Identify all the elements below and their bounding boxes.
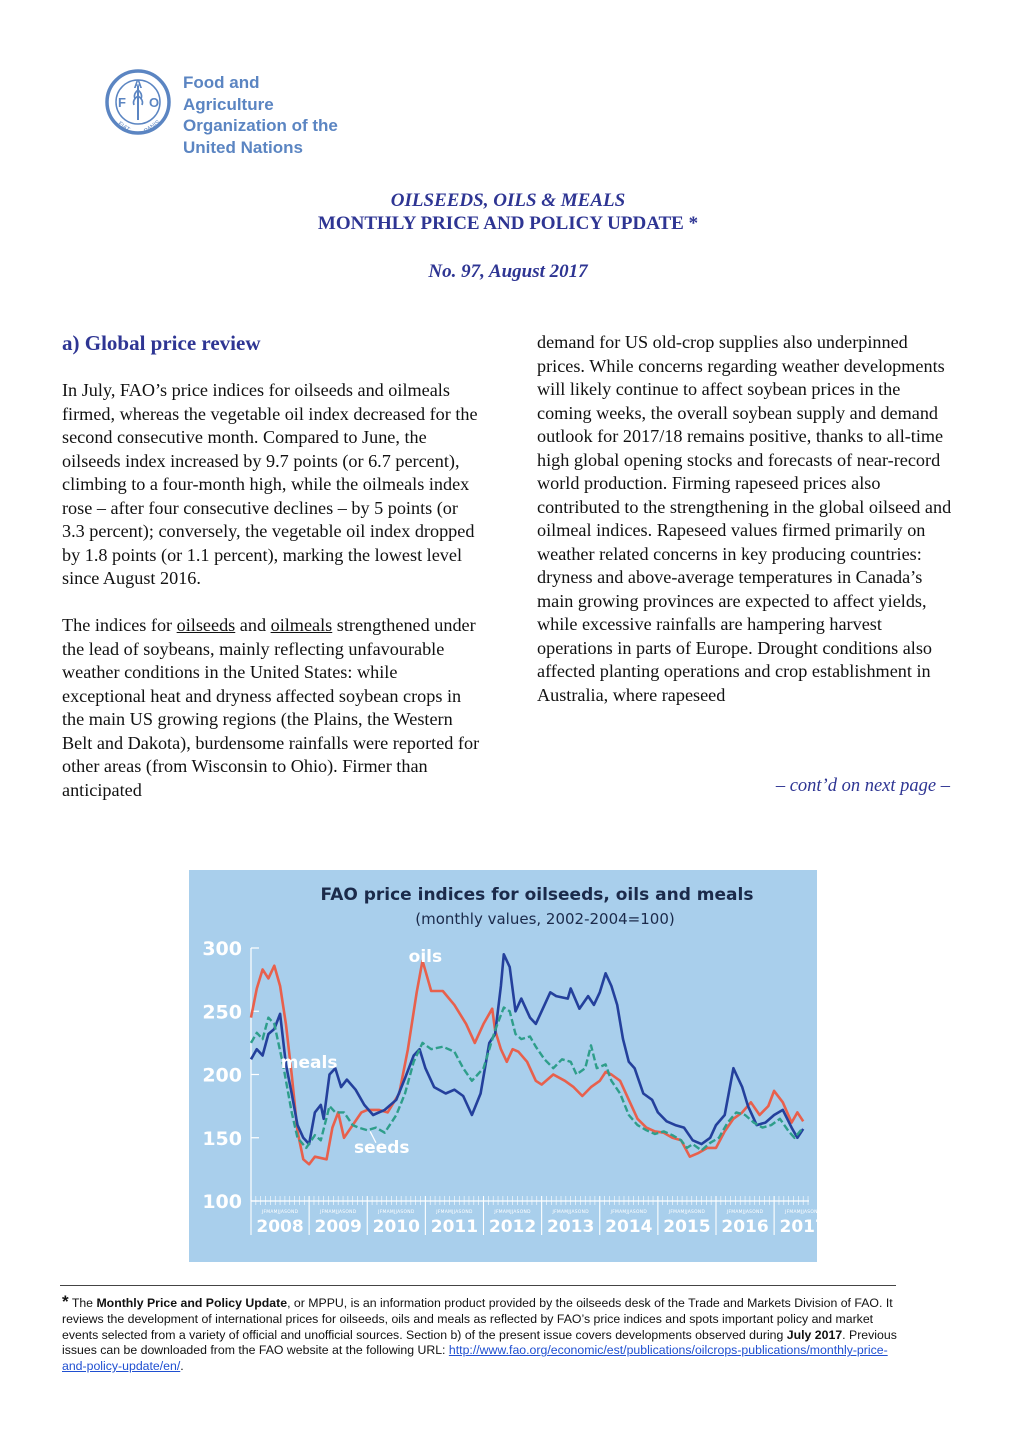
oilmeals-link[interactable]: oilmeals — [270, 615, 333, 635]
footnote-bold-1: Monthly Price and Policy Update — [96, 1296, 288, 1310]
month-tick-labels: JFMAMJJASOND — [494, 1210, 531, 1215]
emblem-letter-f: F — [118, 95, 126, 110]
section-heading: a) Global price review — [62, 331, 261, 355]
month-tick-labels: JFMAMJJASOND — [261, 1210, 299, 1215]
year-label: 2012 — [488, 1217, 537, 1237]
footnote-bold-2: July 2017 — [786, 1327, 843, 1342]
series-label-oils: oils — [408, 946, 443, 967]
footnote — [62, 1292, 907, 1375]
month-tick-labels: JFMAMJJASOND — [668, 1210, 706, 1215]
year-label: 2014 — [605, 1217, 653, 1237]
org-name-line-1: Food and Agriculture — [183, 73, 274, 114]
month-tick-labels: JFMAMJJASOND — [436, 1210, 473, 1215]
year-label: 2009 — [314, 1217, 362, 1237]
continued-note: – cont’d on next page – — [775, 776, 950, 796]
footnote-text-2: , or MPPU, is an information product provided by the oilseeds desk of the Trade and Markets Division of FAO. It reviews the development of international prices for oilseeds, oils and meals as reflected by FAO’s price indices and spots important policy and market events selected from a variety of official and unofficial sources. Section b) of the present issue covers developments observed during — [62, 1296, 893, 1342]
price-index-chart — [189, 870, 827, 1262]
paragraph-2 — [62, 614, 482, 802]
y-tick-label: 300 — [202, 938, 242, 960]
year-label: 2011 — [430, 1217, 479, 1237]
paragraph-1: In July, FAO’s price indices for oilseeds and oilmeals firmed, whereas the vegetable oil index decreased for the second consecutive month. Compared to June, the oilseeds index increased by 9.7 points (or 6.7 percent), climbing to a four-month high, while the oilmeals index rose – after four consecutive declines – by 5 points (or 3.3 percent); conversely, the vegetable oil index dropped by 1.8 points (or 1.1 percent), marking the lowest level since August 2016. — [62, 380, 478, 588]
month-tick-labels: JFMAMJJASOND — [726, 1210, 764, 1215]
footnote-url-link[interactable]: http://www.fao.org/economic/est/publications/oilcrops-publications/monthly-price-and-policy-update/en/ — [62, 1343, 888, 1374]
year-label: 2017 — [779, 1217, 827, 1237]
month-tick-labels: JFMAMJJASOND — [784, 1210, 822, 1215]
footnote-divider — [60, 1285, 896, 1286]
emblem-motto-left: FIAT — [116, 121, 131, 134]
chart-subtitle: (monthly values, 2002-2004=100) — [415, 910, 675, 928]
org-name — [183, 72, 354, 158]
series-label-seeds: seeds — [354, 1137, 410, 1158]
paragraph-3: demand for US old-crop supplies also underpinned prices. While concerns regarding weather developments will likely continue to affect soybean prices in the coming weeks, the overall soybean supply and demand outlook for 2017/18 remains positive, thanks to all-time high global opening stocks and forecasts of near-record world production. Firming rapeseed prices also contributed to the strengthening in the global oilseed and oilmeal indices. Rapeseed values firmed primarily on weather related concerns in key producing countries: dryness and above-average temperatures in Canada’s main growing provinces are expected to affect yields, while excessive rainfalls are hampering harvest operations in parts of Europe. Drought conditions also affected planting operations and crop establishment in Australia, where rapeseed — [537, 332, 952, 705]
issue-number: No. 97, August 2017 — [428, 261, 588, 282]
y-tick-label: 250 — [202, 1001, 242, 1024]
month-tick-labels: JFMAMJJASOND — [378, 1210, 415, 1215]
footnote-text-1: The — [68, 1296, 97, 1310]
fao-logo — [104, 68, 354, 157]
emblem-motto-right: PANIS — [143, 119, 162, 135]
right-column — [537, 331, 957, 707]
year-label: 2015 — [663, 1217, 711, 1237]
year-label: 2008 — [256, 1217, 304, 1237]
org-name-line-3: United Nations — [183, 137, 303, 157]
month-tick-labels: JFMAMJJASOND — [319, 1210, 357, 1215]
footnote-text-4: . — [180, 1359, 184, 1374]
month-tick-labels: JFMAMJJASOND — [610, 1210, 648, 1215]
paragraph-2-text-c: strengthened under the lead of soybeans, mainly reflecting unfavourable weather conditions in the United States: while exceptional heat and dryness affected soybean crops in the main US growing regions (the Plains, the Western Belt and Dakota), burdensome rainfalls were reported for other areas (from Wisconsin to Ohio). Firmer than anticipated — [62, 615, 480, 800]
paragraph-2-text-a: The indices for — [62, 615, 177, 635]
emblem-letter-o: O — [148, 95, 160, 110]
emblem-letter-a: A — [133, 77, 143, 91]
left-column — [62, 379, 482, 802]
org-name-line-2: Organization of the — [183, 116, 338, 135]
report-series-title: OILSEEDS, OILS & MEALS — [390, 190, 626, 211]
footnote-star: * — [62, 1292, 69, 1311]
year-label: 2016 — [721, 1217, 769, 1237]
y-tick-label: 100 — [202, 1191, 242, 1213]
y-tick-label: 200 — [202, 1064, 242, 1087]
month-tick-labels: JFMAMJJASOND — [552, 1210, 589, 1215]
year-label: 2013 — [547, 1217, 595, 1237]
oilseeds-link[interactable]: oilseeds — [176, 615, 236, 635]
y-tick-label: 150 — [202, 1127, 242, 1150]
footnote-text-3: . Previous issues can be downloaded from the FAO website at the following URL: — [62, 1327, 897, 1358]
year-label: 2010 — [372, 1217, 420, 1237]
paragraph-2-text-b: and — [235, 615, 271, 635]
report-title: MONTHLY PRICE AND POLICY UPDATE * — [317, 213, 699, 234]
series-label-meals: meals — [280, 1053, 338, 1074]
fao-emblem-icon — [104, 68, 172, 136]
chart-title: FAO price indices for oilseeds, oils and meals — [320, 885, 754, 905]
